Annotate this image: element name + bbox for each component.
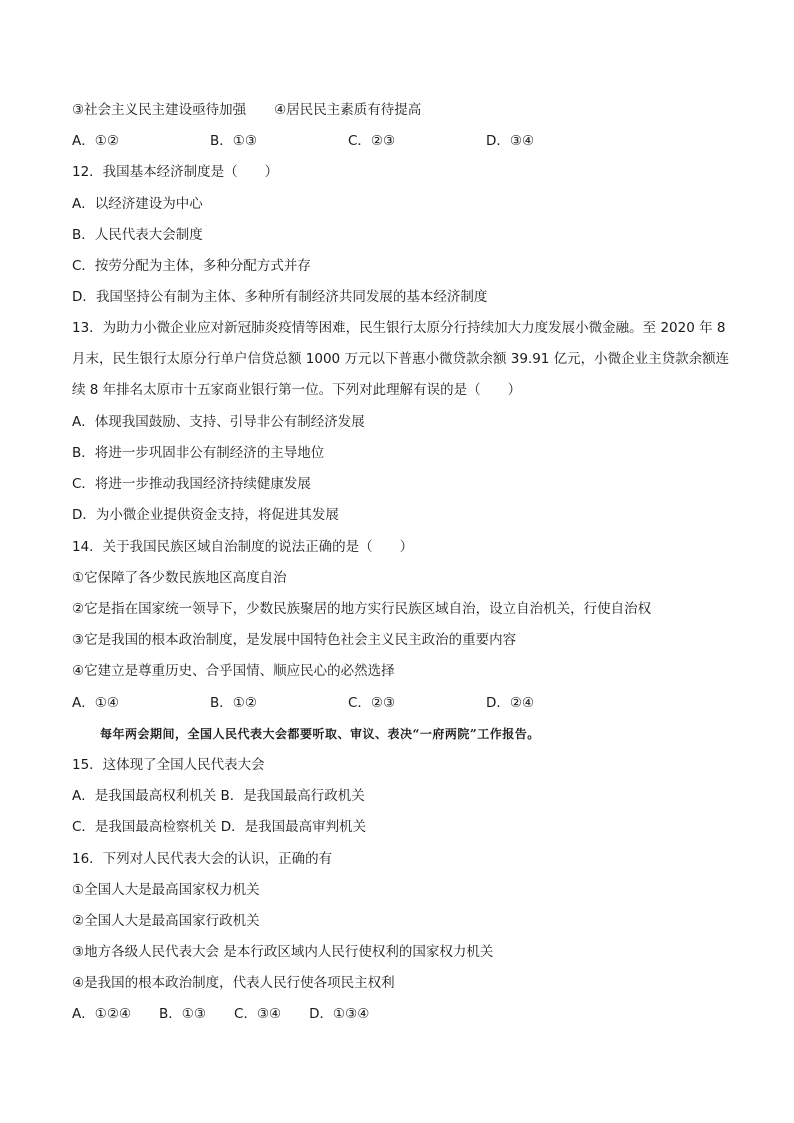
q13-stem-text: 13．为助力小微企业应对新冠肺炎疫情等困难，民生银行太原分行持续加大力度发展小微金融。至 2020 年 8 月末，民生银行太原分行单户信贷总额 1000 万元以下普惠小微贷款余额 39.91 亿元，小微企业主贷款余额连续 8 年排名太原市十五家商业银行第一位。下列对此理解有误的是（ ） xyxy=(72,319,730,399)
prev-question-statements xyxy=(72,100,732,131)
option-d[interactable]: D．③④ xyxy=(486,133,535,150)
q13-option-b[interactable]: B．将进一步巩固非公有制经济的主导地位 xyxy=(72,445,325,462)
q12-option-d[interactable]: D．我国坚持公有制为主体、多种所有制经济共同发展的基本经济制度 xyxy=(72,289,488,306)
q12-option-a[interactable]: A．以经济建设为中心 xyxy=(72,195,203,212)
option-a[interactable]: A．①② xyxy=(72,133,119,150)
statement-3: ③社会主义民主建设亟待加强 xyxy=(72,102,247,118)
q16-statement-1: ①全国人大是最高国家权力机关 xyxy=(72,881,260,898)
option-c[interactable]: C．②③ xyxy=(348,133,396,150)
q16-stem: 16．下列对人民代表大会的认识，正确的有 xyxy=(72,850,333,867)
q13-option-a[interactable]: A．体现我国鼓励、支持、引导非公有制经济发展 xyxy=(72,413,365,430)
option-b[interactable]: B．①③ xyxy=(159,1006,207,1023)
q16-statement-3: ③地方各级人民代表大会 是本行政区域内人民行使权利的国家权力机关 xyxy=(72,944,494,961)
q14-statement-2: ②它是指在国家统一领导下，少数民族聚居的地方实行民族区域自治，设立自治机关，行使自治权 xyxy=(72,601,652,618)
statement-4: ④居民民主素质有待提高 xyxy=(274,102,422,118)
q14-stem: 14．关于我国民族区域自治制度的说法正确的是（ ） xyxy=(72,538,414,555)
q12-stem: 12．我国基本经济制度是（ ） xyxy=(72,164,279,181)
q15-stem: 15．这体现了全国人民代表大会 xyxy=(72,756,265,773)
q15-options-row-2[interactable]: C．是我国最高检察机关 D．是我国最高审判机关 xyxy=(72,819,367,836)
q14-statement-1: ①它保障了各少数民族地区高度自治 xyxy=(72,569,287,586)
option-c[interactable]: C．②③ xyxy=(348,694,396,711)
q16-statement-4: ④是我国的根本政治制度，代表人民行使各项民主权利 xyxy=(72,975,395,992)
option-d[interactable]: D．①③④ xyxy=(309,1006,370,1023)
q13-stem xyxy=(72,313,732,407)
option-a[interactable]: A．①②④ xyxy=(72,1006,132,1023)
q13-option-c[interactable]: C．将进一步推动我国经济持续健康发展 xyxy=(72,476,311,493)
option-c[interactable]: C．③④ xyxy=(234,1006,282,1023)
option-a[interactable]: A．①④ xyxy=(72,694,119,711)
page-content xyxy=(72,100,732,1036)
q13-option-d[interactable]: D．为小微企业提供资金支持，将促进其发展 xyxy=(72,507,339,524)
q15-material: 每年两会期间，全国人民代表大会都要听取、审议、表决“一府两院”工作报告。 xyxy=(100,726,540,741)
q14-options xyxy=(72,693,732,724)
option-b[interactable]: B．①② xyxy=(210,694,257,711)
q15-options-row-1[interactable]: A．是我国最高权利机关 B．是我国最高行政机关 xyxy=(72,788,365,805)
q12-option-c[interactable]: C．按劳分配为主体，多种分配方式并存 xyxy=(72,257,311,274)
q14-statement-3: ③它是我国的根本政治制度，是发展中国特色社会主义民主政治的重要内容 xyxy=(72,632,517,649)
q12-option-b[interactable]: B．人民代表大会制度 xyxy=(72,226,203,243)
prev-question-options xyxy=(72,131,732,162)
option-d[interactable]: D．②④ xyxy=(486,694,535,711)
q14-statement-4: ④它建立是尊重历史、合乎国情、顺应民心的必然选择 xyxy=(72,663,395,680)
q16-options xyxy=(72,1004,732,1035)
option-b[interactable]: B．①③ xyxy=(210,133,257,150)
q16-statement-2: ②全国人大是最高国家行政机关 xyxy=(72,912,260,929)
